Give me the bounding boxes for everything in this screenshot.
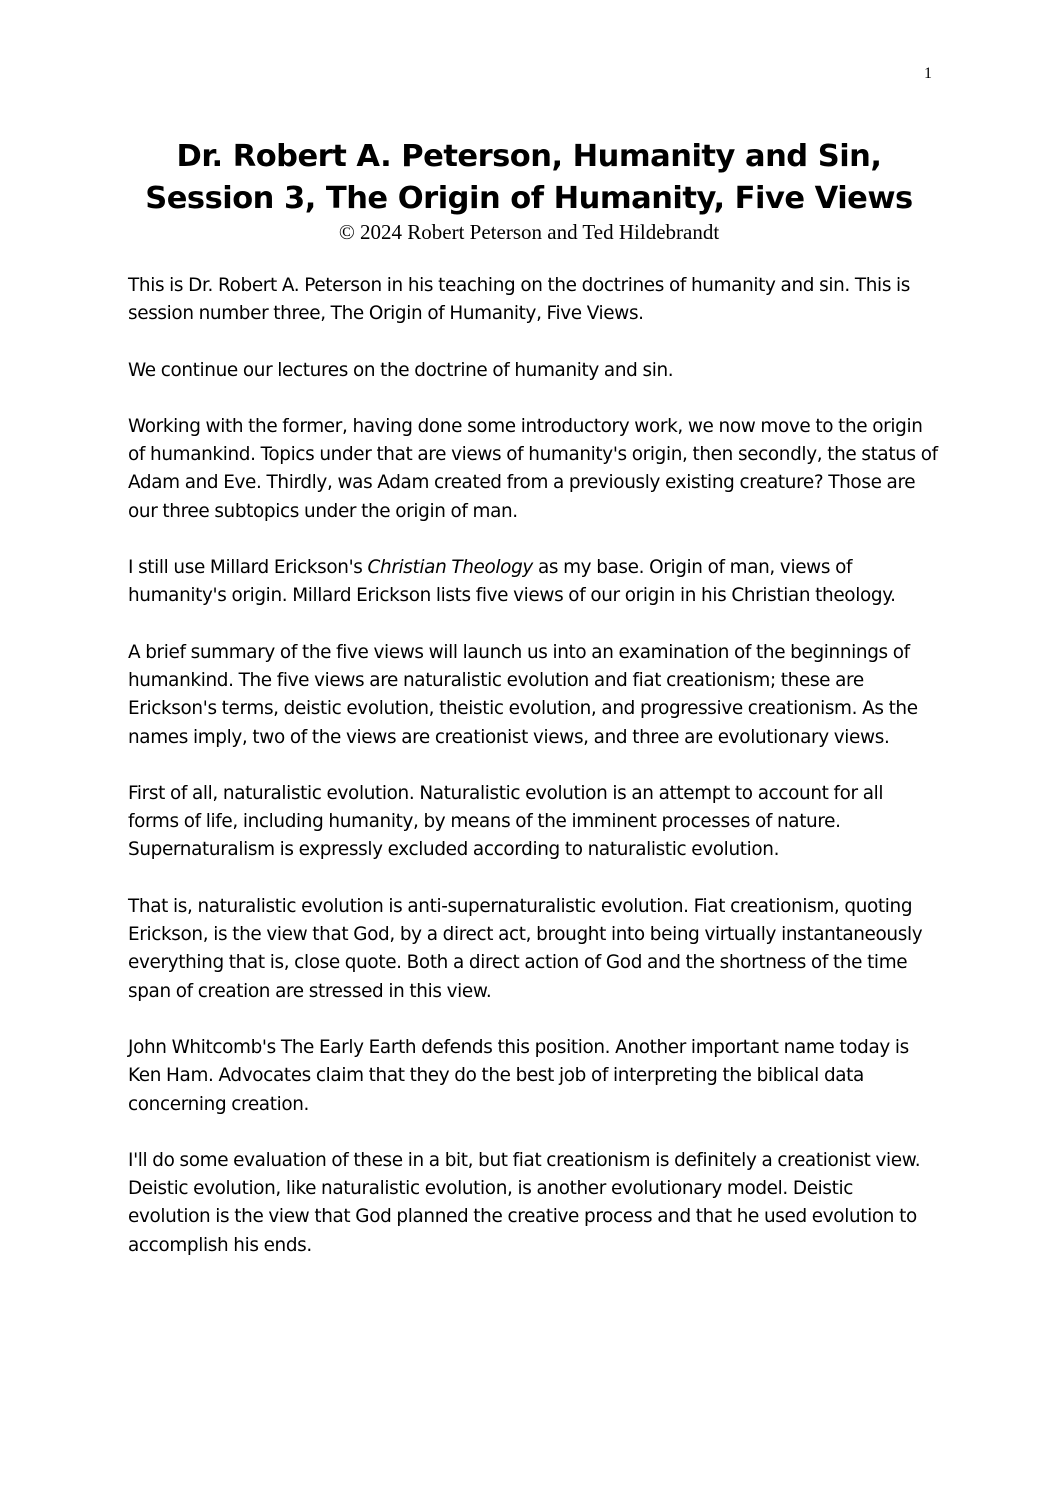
paragraph-naturalistic-evolution: First of all, naturalistic evolution. Naturalistic evolution is an attempt to account for all forms of life, including humanity, by means of the imminent processes of nature. Supernaturalism is expressly excluded according to naturalistic evolution. <box>128 782 884 861</box>
paragraph-five-views: A brief summary of the five views will launch us into an examination of the beginnings of humankind. The five views are naturalistic evolution and fiat creationism; these are Erickson's terms, deistic evolution, theistic evolution, and progressive creationism. As the names imply, two of the views are creationist views, and three are evolutionary views. <box>128 641 918 748</box>
paragraph-topics: Working with the former, having done some introductory work, we now move to the origin of humankind. Topics under that are views of humanity's origin, then secondly, the status of Adam and Eve. Thirdly, was Adam created from a previously existing creature? Those are our three subtopics under the origin of man. <box>128 415 938 522</box>
document-title-line-2: Session 3, The Origin of Humanity, Five Views <box>145 181 913 216</box>
paragraph-intro: This is Dr. Robert A. Peterson in his teaching on the doctrines of humanity and sin. This is session number three, The Origin of Humanity, Five Views. <box>128 275 911 325</box>
document-body <box>128 272 938 1288</box>
title-block <box>100 136 958 244</box>
paragraph-deistic-evolution: I'll do some evaluation of these in a bit, but fiat creationism is definitely a creationist view. Deistic evolution, like naturalistic evolution, is another evolutionary model. Deistic evolution is the view that God planned the creative process and that he used evolution to accomplish his ends. <box>128 1149 921 1256</box>
paragraph-erickson-start: I still use Millard Erickson's <box>128 557 368 579</box>
book-title-christian-theology: Christian Theology <box>367 557 533 579</box>
paragraph-erickson <box>128 554 938 611</box>
document-title-line-1: Dr. Robert A. Peterson, Humanity and Sin, <box>176 139 882 174</box>
paragraph-whitcomb: John Whitcomb's The Early Earth defends this position. Another important name today is Ken Ham. Advocates claim that they do the best job of interpreting the biblical data concerning creation. <box>128 1036 909 1115</box>
page-number: 1 <box>924 65 932 82</box>
paragraph-fiat-creationism: That is, naturalistic evolution is anti-supernaturalistic evolution. Fiat creationism, quoting Erickson, is the view that God, by a direct act, brought into being virtually instantaneously everything that is, close quote. Both a direct action of God and the shortness of the time span of creation are stressed in this view. <box>128 895 923 1002</box>
paragraph-erickson-end: as my base. Origin of man, views of humanity's origin. Millard Erickson lists five views of our origin in his Christian theology. <box>128 557 896 607</box>
paragraph-continue: We continue our lectures on the doctrine of humanity and sin. <box>128 359 674 381</box>
copyright-notice: © 2024 Robert Peterson and Ted Hildebrandt <box>338 220 720 244</box>
